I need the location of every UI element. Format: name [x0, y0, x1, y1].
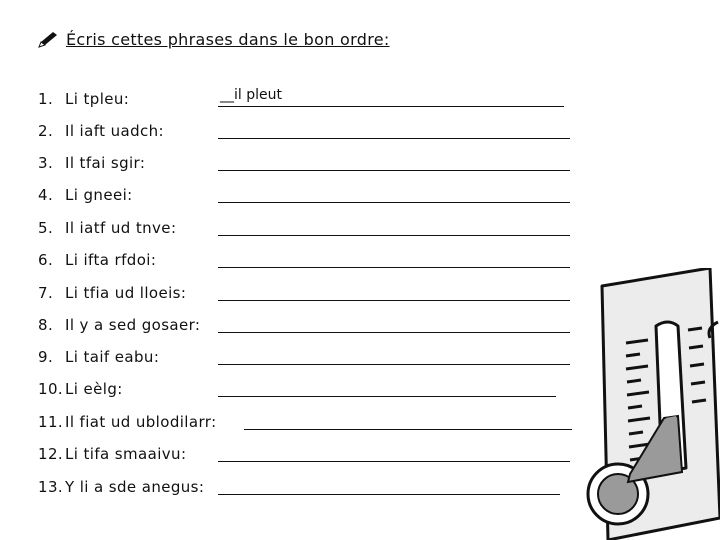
- item-number: 4.: [38, 186, 54, 204]
- item-number: 9.: [38, 348, 54, 366]
- scrambled-sentence: Li tpleu:: [65, 90, 130, 108]
- answer-line[interactable]: [218, 441, 570, 462]
- answer-line[interactable]: [218, 150, 570, 171]
- scrambled-sentence: Li ifta rfdoi:: [65, 251, 157, 269]
- item-number: 8.: [38, 316, 54, 334]
- exercise-row: [38, 114, 164, 140]
- scrambled-sentence: Li tifa smaaivu:: [65, 445, 187, 463]
- scrambled-sentence: Il iatf ud tnve:: [65, 219, 177, 237]
- answer-line[interactable]: __il pleut: [218, 86, 564, 107]
- item-number: 13.: [38, 478, 64, 496]
- answer-line[interactable]: [218, 182, 570, 203]
- answer-line[interactable]: [218, 280, 570, 301]
- exercise-row: [38, 437, 186, 463]
- item-number: 12.: [38, 445, 64, 463]
- scrambled-sentence: Il y a sed gosaer:: [65, 316, 201, 334]
- answer-line[interactable]: [218, 344, 570, 365]
- scrambled-sentence: Y li a sde anegus:: [65, 478, 205, 496]
- worksheet-title: [36, 30, 390, 49]
- answer-line[interactable]: [218, 215, 570, 236]
- exercise-row: [38, 405, 217, 431]
- item-number: 7.: [38, 284, 54, 302]
- answer-line[interactable]: [244, 409, 572, 430]
- title-text: Écris cettes phrases dans le bon ordre:: [66, 30, 390, 49]
- answer-line[interactable]: [218, 474, 560, 495]
- item-number: 5.: [38, 219, 54, 237]
- exercise-row: [38, 372, 123, 398]
- exercise-row: [38, 276, 186, 302]
- item-number: 2.: [38, 122, 54, 140]
- exercise-row: [38, 243, 156, 269]
- answer-line[interactable]: [218, 118, 570, 139]
- item-number: 1.: [38, 90, 54, 108]
- answer-line[interactable]: [218, 247, 570, 268]
- answer-line[interactable]: [218, 312, 570, 333]
- scrambled-sentence: Li gneei:: [65, 186, 133, 204]
- scrambled-sentence: Li taif eabu:: [65, 348, 160, 366]
- exercise-row: [38, 211, 176, 237]
- scrambled-sentence: Il iaft uadch:: [65, 122, 165, 140]
- scrambled-sentence: Li eèlg:: [65, 380, 123, 398]
- exercise-row: [38, 146, 145, 172]
- scrambled-sentence: Li tfia ud lloeis:: [65, 284, 187, 302]
- scrambled-sentence: Il tfai sgir:: [65, 154, 146, 172]
- exercise-row: [38, 178, 133, 204]
- exercise-row: [38, 470, 204, 496]
- pencil-icon: [36, 31, 60, 49]
- item-number: 6.: [38, 251, 54, 269]
- scrambled-sentence: Il fiat ud ublodilarr:: [65, 413, 217, 431]
- item-number: 3.: [38, 154, 54, 172]
- exercise-row: [38, 308, 200, 334]
- item-number: 11.: [38, 413, 64, 431]
- item-number: 10.: [38, 380, 64, 398]
- exercise-row: [38, 82, 129, 108]
- exercise-row: [38, 340, 159, 366]
- thermometer-icon: [578, 268, 720, 540]
- answer-line[interactable]: [218, 376, 556, 397]
